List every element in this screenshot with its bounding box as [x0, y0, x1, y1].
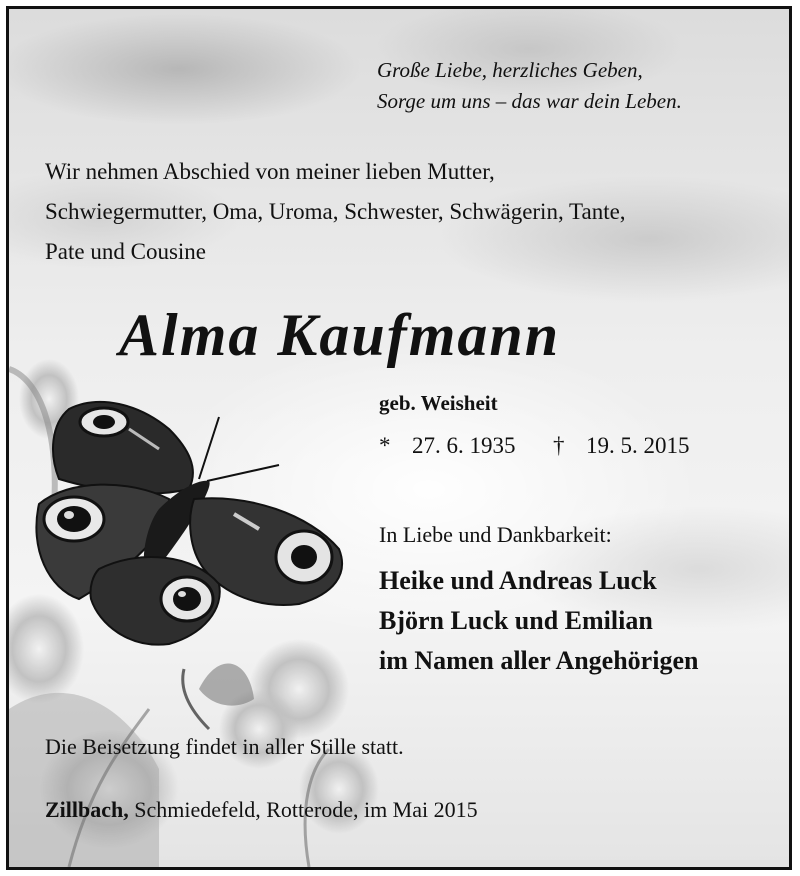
- obituary-card: [6, 6, 792, 870]
- death-symbol: †: [553, 433, 565, 458]
- birth-symbol: *: [379, 433, 391, 458]
- intro-line: Wir nehmen Abschied von meiner lieben Mutter,: [45, 159, 495, 184]
- mourner-line: Heike und Andreas Luck: [379, 566, 657, 595]
- verse-line: Sorge um uns – das war dein Leben.: [377, 89, 682, 113]
- birth-date: 27. 6. 1935: [412, 433, 516, 458]
- butterfly: [36, 402, 342, 645]
- burial-notice: Die Beisetzung findet in aller Stille statt.: [45, 734, 404, 759]
- maiden-name: geb. Weisheit: [379, 391, 498, 415]
- life-dates: [379, 433, 690, 459]
- verse-line: Große Liebe, herzliches Geben,: [377, 58, 643, 82]
- mourner-line: im Namen aller Angehörigen: [379, 646, 699, 675]
- mourners-list: [379, 561, 698, 681]
- thanks-line: In Liebe und Dankbarkeit:: [379, 522, 612, 547]
- mourner-line: Björn Luck und Emilian: [379, 606, 653, 635]
- place-and-date: [45, 797, 478, 823]
- place-rest: Schmiedefeld, Rotterode, im Mai 2015: [128, 797, 478, 822]
- deceased-name: Alma Kaufmann: [119, 302, 561, 368]
- farewell-intro: [45, 152, 626, 272]
- intro-line: Schwiegermutter, Oma, Uroma, Schwester, Schwägerin, Tante,: [45, 199, 626, 224]
- place-bold: Zillbach,: [45, 797, 129, 822]
- memorial-verse: [377, 55, 682, 117]
- death-date: 19. 5. 2015: [586, 433, 690, 458]
- intro-line: Pate und Cousine: [45, 239, 206, 264]
